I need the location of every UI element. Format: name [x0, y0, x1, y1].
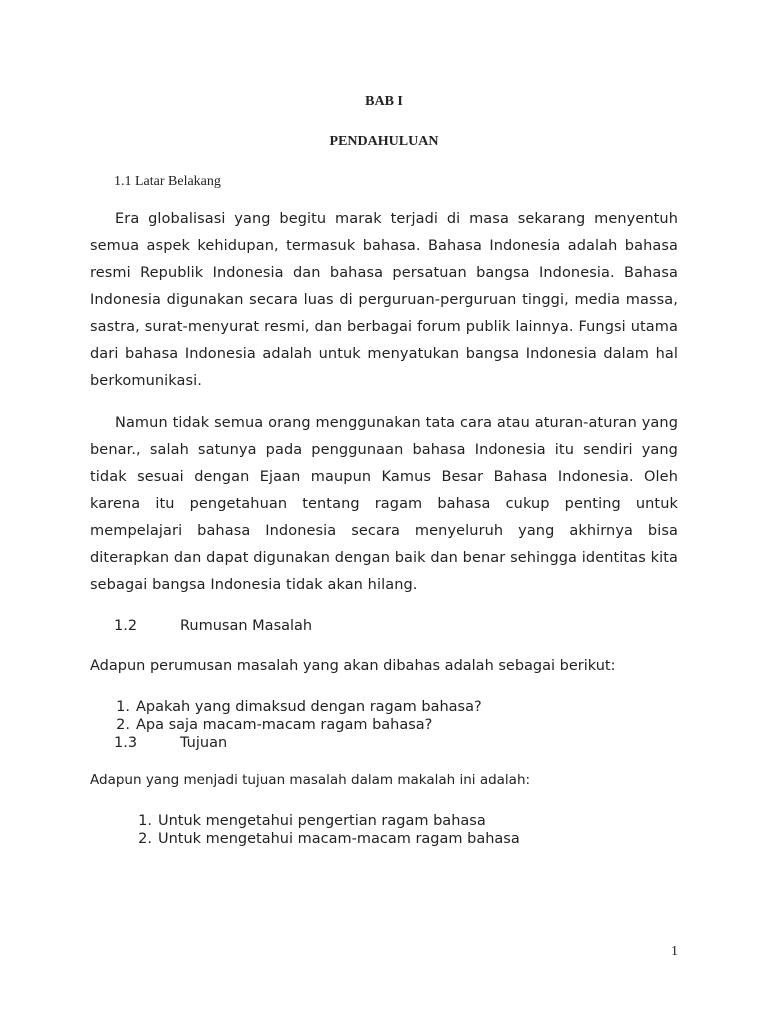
- list-item: 1. Untuk mengetahui pengertian ragam bahasa: [138, 813, 486, 829]
- chapter-title: PENDAHULUAN: [329, 134, 439, 149]
- chapter-label: BAB I: [365, 94, 403, 109]
- list-item: 2. Untuk mengetahui macam-macam ragam bahasa: [138, 831, 520, 847]
- list-item: 2. Apa saja macam-macam ragam bahasa?: [116, 717, 433, 733]
- rumusan-list: [108, 698, 482, 734]
- section-heading-tujuan: [114, 735, 227, 751]
- list-item: 1. Apakah yang dimaksud dengan ragam bahasa?: [116, 699, 482, 715]
- section-title: Rumusan Masalah: [180, 618, 313, 634]
- section-number: 1.2: [114, 618, 138, 634]
- section-number: 1.3: [114, 735, 138, 751]
- section-heading-rumusan-masalah: [114, 618, 312, 634]
- paragraph-2: Namun tidak semua orang menggunakan tata cara atau aturan-aturan yang benar., salah satunya pada penggunaan bahasa Indonesia itu sendiri yang tidak sesuai dengan Ejaan maupun Kamus Besar Bahasa Indonesia. Oleh karena itu pengetahuan tentang ragam bahasa cukup penting untuk mempelajari bahasa Indonesia secara menyeluruh yang akhirnya bisa diterapkan dan dapat digunakan dengan baik dan benar sehingga identitas kita sebagai bangsa Indonesia tidak akan hilang.: [90, 415, 678, 593]
- section-title: Tujuan: [180, 735, 228, 751]
- page-number: 1: [671, 944, 678, 959]
- paragraph-1: Era globalisasi yang begitu marak terjadi di masa sekarang menyentuh semua aspek kehidupan, termasuk bahasa. Bahasa Indonesia adalah bahasa resmi Republik Indonesia dan bahasa persatuan bangsa Indonesia. Bahasa Indonesia digunakan secara luas di perguruan-perguruan tinggi, media massa, sastra, surat-menyurat resmi, dan berbagai forum publik lainnya. Fungsi utama dari bahasa Indonesia adalah untuk menyatukan bangsa Indonesia dalam hal berkomunikasi.: [90, 211, 678, 389]
- rumusan-intro: Adapun perumusan masalah yang akan dibahas adalah sebagai berikut:: [90, 658, 616, 674]
- tujuan-intro: Adapun yang menjadi tujuan masalah dalam makalah ini adalah:: [90, 772, 531, 788]
- tujuan-list: [130, 812, 520, 848]
- section-heading-latar-belakang: 1.1 Latar Belakang: [114, 174, 221, 189]
